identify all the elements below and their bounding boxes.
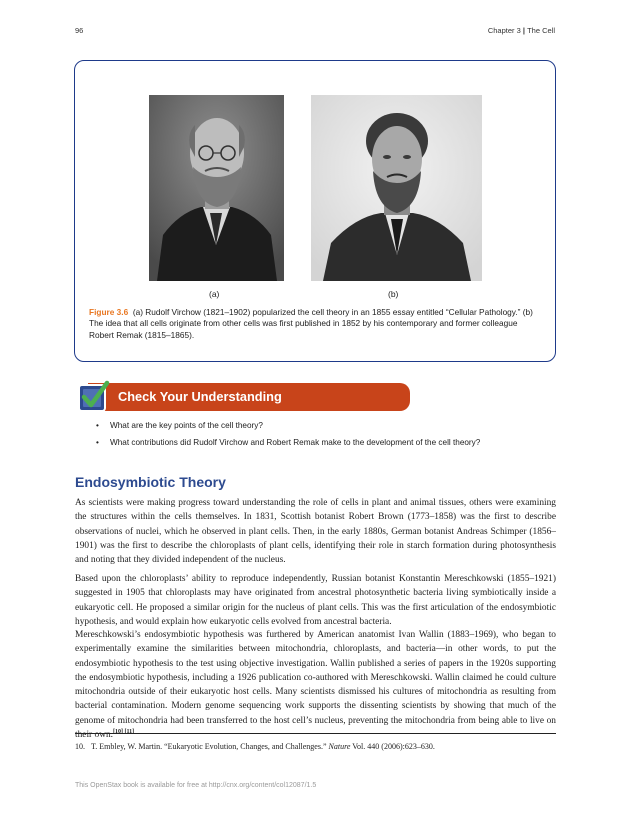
footnote-text-after: Vol. 440 (2006):623–630.	[350, 742, 435, 751]
page-footer: This OpenStax book is available for free at http://cnx.org/content/col12087/1.5	[75, 782, 317, 789]
check-understanding-list	[96, 420, 556, 454]
paragraph-text: Mereschkowski’s endosymbiotic hypothesis was furthered by American anatomist Ivan Wallin (1883–1969), who began to experimentally examine the similarities between mitochondria, chloroplasts, and bacteria—in other words, to put the endosymbiotic hypothesis to the test using objective investigation. Wallin published a series of papers in the 1920s supporting the endosymbiotic hypothesis, including a 1926 publication co-authored with Mereschkowski. Wallin claimed he could culture mitochondria outside of their eukaryotic host cells. Many scientists dismissed his cultures of mitochondria as resulting from bacterial contamination. Modern genome sequencing work supports the dissenting scientists by showing that much of the genome of mitochondria had been transferred to the host cell’s nucleus, preventing the mitochondria from being able to live on their own.	[75, 630, 556, 741]
page-number: 96	[75, 26, 84, 35]
footnote-reference[interactable]: [10] [11]	[113, 728, 135, 735]
page-header	[75, 26, 555, 38]
list-item: • What are the key points of the cell theory?	[96, 420, 556, 437]
footnote-journal: Nature	[328, 742, 351, 751]
footnote-text-before: T. Embley, W. Martin. “Eukaryotic Evolution, Changes, and Challenges.”	[91, 742, 329, 751]
virchow-portrait-image	[149, 95, 284, 281]
body-paragraph-2: Based upon the chloroplasts’ ability to reproduce independently, Russian botanist Konstantin Mereschkowski (1855–1921) suggested in 1905 that chloroplasts may have originated from ancestral photosynthetic bacteria living symbiotically inside a eukaryotic cell. He proposed a similar origin for the nucleus of plant cells. This was the first articulation of the endosymbiotic hypothesis, and would explain how eukaryotic cells evolved from ancestral bacteria.	[75, 574, 556, 627]
chapter-title: The Cell	[527, 26, 555, 35]
figure-label-b: (b)	[388, 289, 399, 299]
footnote	[75, 742, 556, 751]
footnote-number: 10.	[75, 742, 85, 751]
check-understanding-title: Check Your Understanding	[118, 389, 282, 404]
check-understanding-banner	[88, 383, 410, 411]
remak-portrait-image	[311, 95, 482, 281]
figure-caption	[89, 307, 539, 341]
figure-caption-text: (a) Rudolf Virchow (1821–1902) popularized the cell theory in an 1855 essay entitled “Cellular Pathology.” (b) The idea that all cells originate from other cells was first published in 1852 by his contemporary and former colleague Robert Remak (1815–1865).	[89, 307, 533, 340]
section-title: Endosymbiotic Theory	[75, 474, 226, 490]
figure-box	[74, 60, 556, 362]
figure-label-a: (a)	[209, 289, 220, 299]
figure-number: Figure 3.6	[89, 307, 129, 317]
body-paragraph-3	[75, 628, 556, 742]
footnote-divider	[75, 733, 556, 734]
separator: |	[520, 26, 528, 35]
body-paragraph-1: As scientists were making progress toward understanding the role of cells in plant and animal tissues, others were examining the structures within the cells themselves. In 1831, Scottish botanist Robert Brown (1773–1858) was the first to describe observations of nuclei, which he observed in plant cells. Then, in the early 1880s, German botanist Andreas Schimper (1856–1901) was the first to describe the chloroplasts of plant cells, identifying their role in starch formation during photosynthesis and noting that they divided independent of the nucleus.	[75, 498, 556, 566]
running-head	[488, 26, 555, 35]
checkmark-icon	[76, 380, 110, 414]
list-item: • What contributions did Rudolf Virchow and Robert Remak make to the development of the cell theory?	[96, 437, 556, 454]
chapter-label: Chapter 3	[487, 26, 521, 35]
